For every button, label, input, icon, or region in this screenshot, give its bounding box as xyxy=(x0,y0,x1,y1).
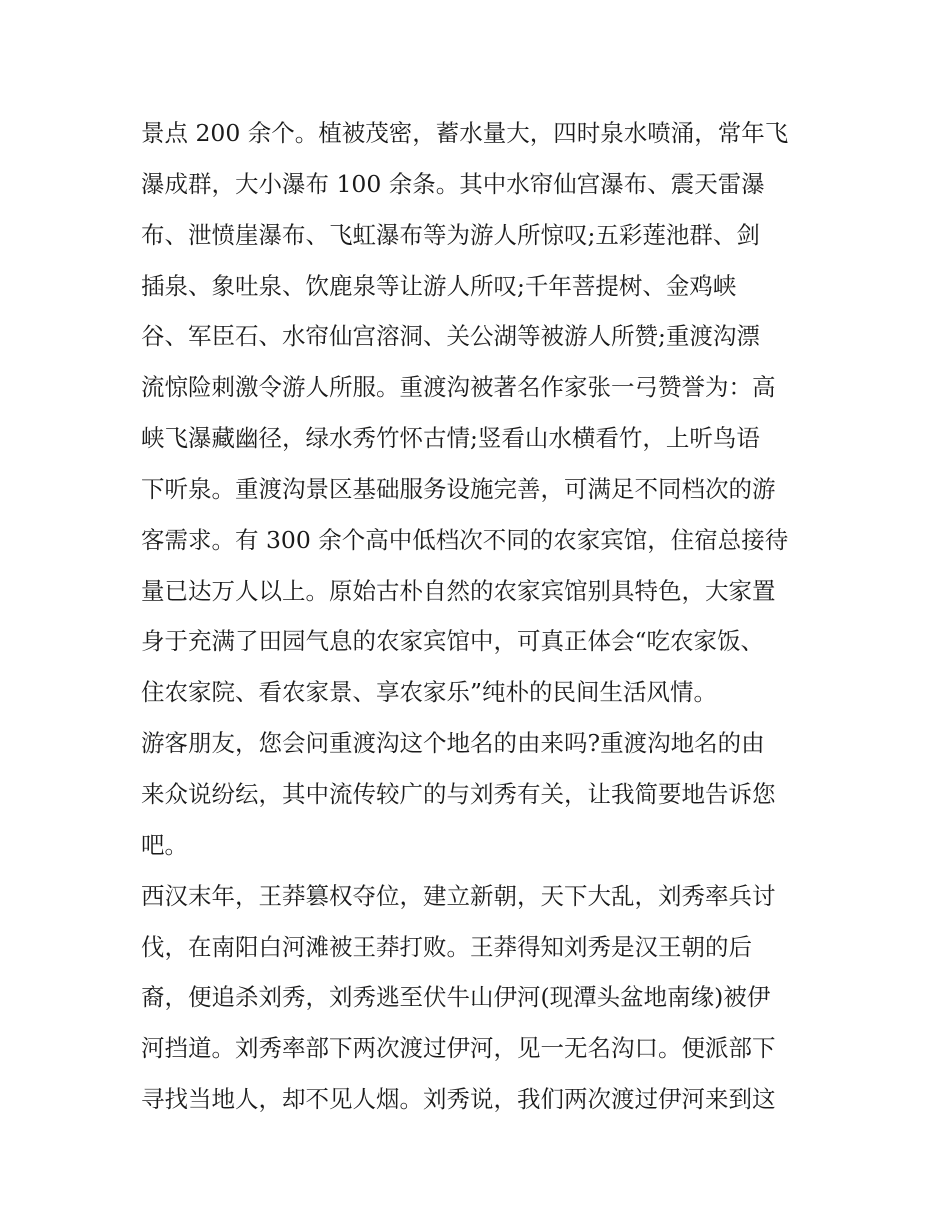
text-line: 来众说纷纭，其中流传较广的与刘秀有关，让我简要地告诉您 xyxy=(141,779,776,808)
text-line: 伐，在南阳白河滩被王莽打败。王莽得知刘秀是汉王朝的后 xyxy=(141,932,752,961)
text-line: 景点 200 余个。植被茂密，蓄水量大，四时泉水喷涌，常年飞 xyxy=(141,119,789,147)
text-line: 布、泄愤崖瀑布、飞虹瀑布等为游人所惊叹;五彩莲池群、剑 xyxy=(141,220,760,249)
text-line: 西汉末年，王莽篡权夺位，建立新朝，天下大乱，刘秀率兵讨 xyxy=(141,881,776,910)
text-line: 下听泉。重渡沟景区基础服务设施完善，可满足不同档次的游 xyxy=(141,474,776,503)
text-line: 河挡道。刘秀率部下两次渡过伊河，见一无名沟口。便派部下 xyxy=(141,1034,776,1063)
text-line: 身于充满了田园气息的农家宾馆中，可真正体会“吃农家饭、 xyxy=(141,627,765,656)
text-line: 流惊险刺激令游人所服。重渡沟被著名作家张一弓赞誉为：高 xyxy=(141,373,776,402)
text-line: 峡飞瀑藏幽径，绿水秀竹怀古情;竖看山水横看竹，上听鸟语 xyxy=(141,424,760,453)
text-line: 住农家院、看农家景、享农家乐”纯朴的民间生活风情。 xyxy=(141,678,718,707)
text-line: 谷、军臣石、水帘仙宫溶洞、关公湖等被游人所赞;重渡沟漂 xyxy=(141,322,760,351)
text-line: 插泉、象吐泉、饮鹿泉等让游人所叹;千年菩提树、金鸡峡 xyxy=(141,271,737,300)
text-line: 量已达万人以上。原始古朴自然的农家宾馆别具特色，大家置 xyxy=(141,576,776,605)
text-line: 吧。 xyxy=(141,830,188,859)
text-line: 客需求。有 300 余个高中低档次不同的农家宾馆，住宿总接待 xyxy=(141,525,789,554)
text-line: 游客朋友，您会问重渡沟这个地名的由来吗?重渡沟地名的由 xyxy=(141,729,765,758)
text-line: 裔，便追杀刘秀，刘秀逃至伏牛山伊河(现潭头盆地南缘)被伊 xyxy=(141,983,771,1012)
text-line: 寻找当地人，却不见人烟。刘秀说，我们两次渡过伊河来到这 xyxy=(141,1085,776,1114)
text-line: 瀑成群，大小瀑布 100 余条。其中水帘仙宫瀑布、震天雷瀑 xyxy=(141,169,765,198)
body-text xyxy=(141,108,821,1125)
